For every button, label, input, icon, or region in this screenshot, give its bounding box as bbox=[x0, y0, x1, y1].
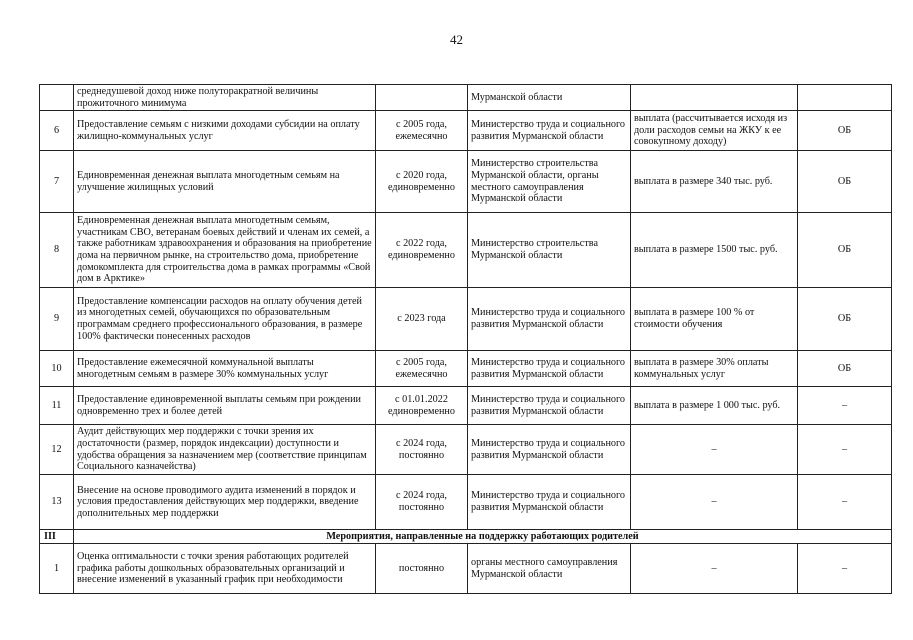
measure-cell: Предоставление семьям с низкими доходами субсидии на оплату жилищно-коммунальных услуг bbox=[74, 111, 376, 151]
row-number: 7 bbox=[40, 151, 74, 213]
executor-cell: Министерство труда и социального развития Мурманской области bbox=[468, 387, 631, 425]
section-number: III bbox=[40, 530, 74, 544]
source-cell: – bbox=[798, 387, 892, 425]
result-cell: выплата в размере 1500 тыс. руб. bbox=[631, 213, 798, 288]
source-cell: ОБ bbox=[798, 151, 892, 213]
executor-cell: Министерство труда и социального развития Мурманской области bbox=[468, 475, 631, 530]
measure-cell: Внесение на основе проводимого аудита изменений в порядок и условия предоставления действующих мер поддержки, введение дополнительных мер поддержки bbox=[74, 475, 376, 530]
table-row bbox=[40, 425, 892, 475]
measure-cell: Единовременная денежная выплата многодетным семьям, участникам СВО, ветеранам боевых действий и членам их семей, а также работникам здравоохранения и образования на приобретение дома на первичном рынке, на строительство дома, приобретение домокомплекта для строительства дома в рамках программы «Свой дом в Арктике» bbox=[74, 213, 376, 288]
period-cell: с 2024 года, постоянно bbox=[376, 425, 468, 475]
result-cell: – bbox=[631, 425, 798, 475]
row-number: 12 bbox=[40, 425, 74, 475]
row-number bbox=[40, 85, 74, 111]
source-cell: – bbox=[798, 425, 892, 475]
result-cell: выплата в размере 30% оплаты коммунальных услуг bbox=[631, 351, 798, 387]
table-row bbox=[40, 387, 892, 425]
source-cell: ОБ bbox=[798, 213, 892, 288]
executor-cell: Министерство строительства Мурманской области bbox=[468, 213, 631, 288]
measure-cell: Аудит действующих мер поддержки с точки зрения их достаточности (размер, порядок индексации) доступности и удобства обращения за назначением мер (соответствие принципам Социального казначейства) bbox=[74, 425, 376, 475]
measure-cell: Оценка оптимальности с точки зрения работающих родителей графика работы дошкольных образовательных организаций и внесение изменений в указанный график при необходимости bbox=[74, 544, 376, 594]
table-row bbox=[40, 213, 892, 288]
result-cell: выплата в размере 1 000 тыс. руб. bbox=[631, 387, 798, 425]
source-cell: – bbox=[798, 544, 892, 594]
result-cell: выплата (рассчитывается исходя из доли расходов семьи на ЖКУ к ее совокупному доходу) bbox=[631, 111, 798, 151]
row-number: 6 bbox=[40, 111, 74, 151]
section-title: Мероприятия, направленные на поддержку работающих родителей bbox=[74, 530, 892, 544]
row-number: 10 bbox=[40, 351, 74, 387]
row-number: 8 bbox=[40, 213, 74, 288]
period-cell: с 2005 года, ежемесячно bbox=[376, 111, 468, 151]
row-number: 11 bbox=[40, 387, 74, 425]
page-number: 42 bbox=[450, 32, 463, 47]
source-cell: ОБ bbox=[798, 288, 892, 351]
measure-cell: Предоставление ежемесячной коммунальной выплаты многодетным семьям в размере 30% коммунальных услуг bbox=[74, 351, 376, 387]
period-cell: с 01.01.2022 единовременно bbox=[376, 387, 468, 425]
table-row bbox=[40, 351, 892, 387]
table-row bbox=[40, 85, 892, 111]
table-row bbox=[40, 544, 892, 594]
measures-table bbox=[39, 84, 892, 594]
row-number: 1 bbox=[40, 544, 74, 594]
table-row bbox=[40, 475, 892, 530]
executor-cell: Мурманской области bbox=[468, 85, 631, 111]
source-cell: ОБ bbox=[798, 351, 892, 387]
source-cell: ОБ bbox=[798, 111, 892, 151]
period-cell: постоянно bbox=[376, 544, 468, 594]
result-cell bbox=[631, 85, 798, 111]
result-cell: – bbox=[631, 475, 798, 530]
measure-cell: Предоставление компенсации расходов на оплату обучения детей из многодетных семей, обучающихся по образовательным программам среднего профессионального образования, в размере 100% фактически понесенных расходов bbox=[74, 288, 376, 351]
result-cell: выплата в размере 340 тыс. руб. bbox=[631, 151, 798, 213]
result-cell: выплата в размере 100 % от стоимости обучения bbox=[631, 288, 798, 351]
executor-cell: Министерство труда и социального развития Мурманской области bbox=[468, 351, 631, 387]
table-row bbox=[40, 111, 892, 151]
executor-cell: Министерство труда и социального развития Мурманской области bbox=[468, 288, 631, 351]
period-cell bbox=[376, 85, 468, 111]
source-cell bbox=[798, 85, 892, 111]
result-cell: – bbox=[631, 544, 798, 594]
table-row bbox=[40, 151, 892, 213]
table-row bbox=[40, 288, 892, 351]
period-cell: с 2022 года, единовременно bbox=[376, 213, 468, 288]
measure-cell: Предоставление единовременной выплаты семьям при рождении одновременно трех и более детей bbox=[74, 387, 376, 425]
executor-cell: органы местного самоуправления Мурманской области bbox=[468, 544, 631, 594]
executor-cell: Министерство труда и социального развития Мурманской области bbox=[468, 111, 631, 151]
measure-cell: среднедушевой доход ниже полуторакратной величины прожиточного минимума bbox=[74, 85, 376, 111]
period-cell: с 2005 года, ежемесячно bbox=[376, 351, 468, 387]
executor-cell: Министерство строительства Мурманской области, органы местного самоуправления Мурманской области bbox=[468, 151, 631, 213]
measure-cell: Единовременная денежная выплата многодетным семьям на улучшение жилищных условий bbox=[74, 151, 376, 213]
row-number: 13 bbox=[40, 475, 74, 530]
period-cell: с 2020 года, единовременно bbox=[376, 151, 468, 213]
row-number: 9 bbox=[40, 288, 74, 351]
source-cell: – bbox=[798, 475, 892, 530]
executor-cell: Министерство труда и социального развития Мурманской области bbox=[468, 425, 631, 475]
period-cell: с 2024 года, постоянно bbox=[376, 475, 468, 530]
period-cell: с 2023 года bbox=[376, 288, 468, 351]
section-row bbox=[40, 530, 892, 544]
